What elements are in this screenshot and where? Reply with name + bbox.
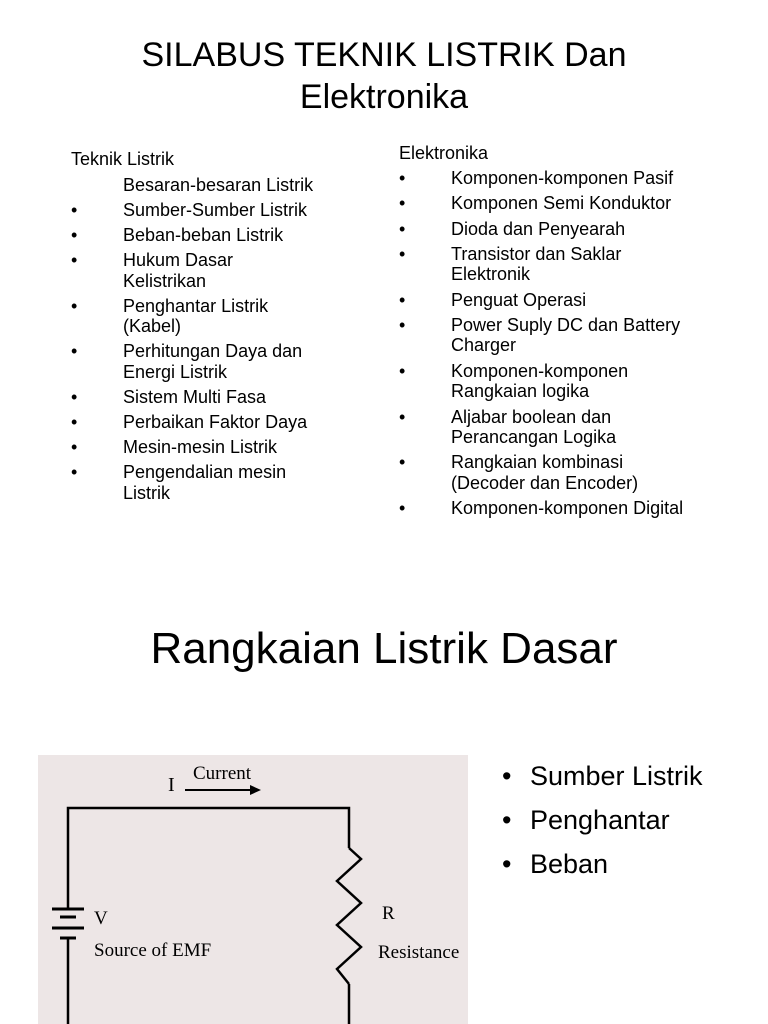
bullet-icon: • [71,412,78,433]
resistance-symbol: R [382,903,395,924]
list-item [399,315,744,356]
resistor-symbol [337,848,361,984]
list-item-text: Beban-beban Listrik [123,225,284,246]
list-item-text: Rangkaian logika [451,381,590,402]
list-item-text: Charger [451,335,517,356]
bullet-icon: • [71,386,78,407]
list-item-text: Pengendalian mesin [123,462,287,483]
slide-title [30,34,738,118]
bullet-icon: • [399,452,406,473]
title-line-1: SILABUS TEKNIK LISTRIK Dan [141,36,627,74]
list-item-text: Sistem Multi Fasa [123,386,267,407]
list-item-text: (Decoder dan Encoder) [451,472,639,493]
source-label: Source of EMF [94,940,212,961]
bullet-icon: • [399,498,406,519]
list-item [71,250,371,291]
list-item [500,848,703,881]
list-item-text: Transistor dan Saklar [451,243,622,264]
resistance-label: Resistance [378,942,460,963]
list-item [399,193,744,214]
elektronika-list [399,168,744,523]
list-item [71,387,371,408]
bullet-icon: • [502,805,512,835]
list-item-text: Sumber-Sumber Listrik [123,200,308,220]
bullet-icon: • [399,406,406,427]
list-item-text: Kelistrikan [123,270,207,291]
current-symbol: I [168,774,175,796]
bullet-icon: • [399,314,406,335]
bullet-icon: • [71,250,78,271]
circuit-diagram [38,755,468,1024]
title-line-2: Elektronika [299,78,469,116]
list-item [399,244,744,285]
list-item-text: Perhitungan Daya dan [123,341,303,362]
list-item-text: Perbaikan Faktor Daya [123,412,308,433]
bullet-icon: • [71,462,78,483]
list-item-text: Komponen-komponen Pasif [451,168,674,188]
bullet-icon: • [71,437,78,458]
list-item-text: Rangkaian kombinasi [451,452,624,473]
bullet-icon: • [71,225,78,246]
list-item [399,361,744,402]
list-item-text: Komponen Semi Konduktor [451,193,672,214]
list-item-text: Komponen-komponen Digital [451,498,684,519]
list-item [399,452,744,493]
list-item [71,225,371,246]
teknik-listrik-list [71,200,371,508]
current-arrow-icon [185,785,261,795]
elektronika-heading: Elektronika [399,143,489,163]
bullet-icon: • [399,243,406,264]
list-item-text: Penguat Operasi [451,289,587,310]
list-item [500,804,703,837]
voltage-symbol: V [94,908,108,929]
list-item [71,296,371,337]
bullet-icon: • [399,360,406,381]
bullet-icon: • [399,289,406,310]
list-item-text: Listrik [123,482,171,503]
circuit-svg [38,755,468,1024]
first-topic-item: Besaran-besaran Listrik [123,175,314,195]
bullet-icon: • [502,849,512,879]
list-item-text: (Kabel) [123,316,182,337]
list-item [399,498,744,519]
teknik-listrik-heading: Teknik Listrik [71,149,175,169]
section-title: Rangkaian Listrik Dasar [150,624,618,673]
battery-icon [52,909,84,938]
list-item-text: Energi Listrik [123,361,228,382]
list-item-text: Komponen-komponen [451,360,629,381]
list-item-text: Penghantar Listrik [123,295,269,316]
bullet-icon: • [71,341,78,362]
list-item-text: Hukum Dasar [123,250,234,271]
list-item [71,341,371,382]
list-item [399,168,744,189]
list-item-text: Sumber Listrik [530,761,703,791]
list-item-text: Power Suply DC dan Battery [451,314,681,335]
list-item-text: Elektronik [451,264,531,285]
bullet-icon: • [399,193,406,214]
list-item [500,760,703,793]
list-item-text: Mesin-mesin Listrik [123,437,278,458]
list-item-text: Dioda dan Penyearah [451,218,626,239]
list-item [71,412,371,433]
bullet-icon: • [399,218,406,239]
circuit-parts-list [500,760,703,892]
list-item-text: Perancangan Logika [451,427,617,448]
list-item-text: Aljabar boolean dan [451,406,612,427]
list-item-text: Beban [530,849,609,879]
list-item [71,200,371,221]
circuit-wire [68,808,349,1024]
bullet-icon: • [71,295,78,316]
list-item [399,407,744,448]
bullet-icon: • [71,200,78,220]
list-item [71,437,371,458]
bullet-icon: • [502,761,512,791]
list-item [399,219,744,240]
current-label: Current [193,763,252,784]
bullet-icon: • [399,168,406,188]
list-item [71,462,371,503]
list-item-text: Penghantar [530,805,670,835]
list-item [399,290,744,311]
